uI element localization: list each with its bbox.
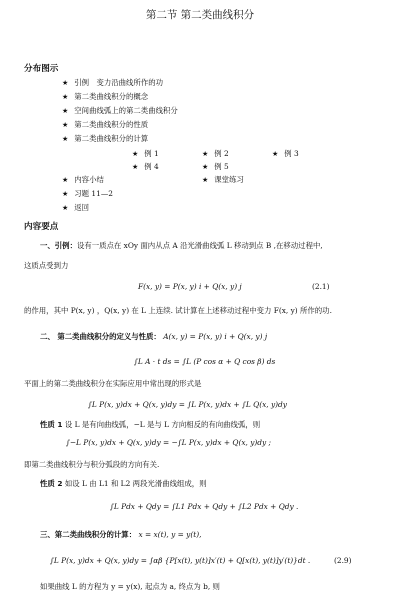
- toc-item-label: 第二类曲线积分的概念: [74, 92, 149, 101]
- toc-item[interactable]: [62, 134, 148, 144]
- star-icon: ★: [62, 204, 69, 212]
- equation-number: (2.1): [312, 282, 330, 291]
- toc-item[interactable]: [62, 175, 104, 185]
- section-2-inline-eq: A(x, y) = P(x, y) i + Q(x, y) j: [163, 332, 268, 341]
- section-3-text: 如果曲线 L 的方程为 y = y(x), 起点为 a, 终点为 b, 则: [40, 582, 220, 591]
- star-icon: ★: [202, 163, 209, 171]
- toc-item[interactable]: [62, 189, 113, 199]
- toc-item-label: 第二类曲线积分的性质: [74, 120, 149, 129]
- toc-item-label: 引例 变力沿曲线所作的功: [74, 78, 163, 87]
- star-icon: ★: [272, 150, 279, 158]
- toc-item-label: 内容小结: [74, 175, 104, 184]
- toc-item[interactable]: [62, 92, 148, 102]
- example-link[interactable]: [132, 162, 159, 172]
- example-link[interactable]: [202, 162, 229, 172]
- section-1-text-2: 这质点受到力: [24, 261, 69, 270]
- equation-property-1: ∫−L P(x, y)dx + Q(x, y)dy = −∫L P(x, y)dx + Q(x, y)dy ;: [66, 438, 272, 447]
- equation-number: (2.9): [334, 556, 352, 565]
- example-label: 例 4: [144, 162, 159, 171]
- star-icon: ★: [62, 190, 69, 198]
- toc-item[interactable]: [202, 175, 244, 185]
- section-2-line: [40, 332, 267, 342]
- example-label: 例 2: [214, 149, 229, 158]
- equation-def: ∫L A · t ds = ∫L (P cos α + Q cos β) ds: [134, 357, 276, 366]
- toc-item-label: 第二类曲线积分的计算: [74, 134, 149, 143]
- star-icon: ★: [62, 176, 69, 184]
- equation-property-2: ∫L Pdx + Qdy = ∫L1 Pdx + Qdy + ∫L2 Pdx + Qdy .: [110, 502, 299, 511]
- property-2-line: [40, 479, 207, 489]
- equation-common-form: ∫L P(x, y)dx + Q(x, y)dy = ∫L P(x, y)dx + ∫L Q(x, y)dy: [88, 400, 287, 409]
- property-1-line: [40, 420, 260, 430]
- property-2-text: 如设 L 由 L1 和 L2 两段光滑曲线组成，则: [64, 479, 207, 488]
- section-3-line: [40, 530, 201, 540]
- example-label: 例 5: [214, 162, 229, 171]
- equation-2-1: F(x, y) = P(x, y) i + Q(x, y) j: [138, 282, 242, 291]
- equation-2-9: ∫L P(x, y)dx + Q(x, y)dy = ∫αβ {P[x(t), y(t)]x′(t) + Q[x(t), y(t)]y′(t)}dt .: [50, 556, 311, 565]
- example-link[interactable]: [132, 149, 159, 159]
- section-2-heading: 二、 第二类曲线积分的定义与性质：: [40, 332, 161, 341]
- property-2-label: 性质 2: [40, 479, 63, 488]
- example-link[interactable]: [272, 149, 299, 159]
- star-icon: ★: [62, 121, 69, 129]
- section-1-text-3: 的作用，其中 P(x, y) ，Q(x, y) 在 L 上连续. 试计算在上述移动过程中变力 F(x, y) 所作的功.: [24, 306, 332, 315]
- toc-item[interactable]: [62, 120, 148, 130]
- example-label: 例 3: [284, 149, 299, 158]
- star-icon: ★: [202, 150, 209, 158]
- example-label: 例 1: [144, 149, 159, 158]
- toc-item[interactable]: [62, 106, 178, 116]
- section-1-heading: 一、引例：: [40, 241, 77, 250]
- toc-item-label: 课堂练习: [214, 175, 244, 184]
- star-icon: ★: [62, 79, 69, 87]
- section-1-text: 设有一质点在 xOy 面内从点 A 沿光滑曲线弧 L 移动到点 B ,在移动过程中,: [76, 241, 323, 250]
- toc-item[interactable]: [62, 78, 163, 88]
- property-1-text: 设 L 是有向曲线弧，−L 是与 L 方向相反的有向曲线弧，则: [64, 420, 261, 429]
- toc-heading: 分布图示: [24, 64, 59, 74]
- star-icon: ★: [62, 135, 69, 143]
- example-link[interactable]: [202, 149, 229, 159]
- property-1-label: 性质 1: [40, 420, 63, 429]
- star-icon: ★: [132, 163, 139, 171]
- star-icon: ★: [62, 93, 69, 101]
- star-icon: ★: [62, 107, 69, 115]
- toc-item[interactable]: [62, 203, 89, 213]
- toc-item-label: 返回: [74, 203, 90, 212]
- section-1-line: [40, 241, 323, 251]
- section-2-text: 平面上的第二类曲线积分在实际应用中常出现的形式是: [24, 379, 202, 388]
- content-heading: 内容要点: [24, 222, 59, 232]
- star-icon: ★: [132, 150, 139, 158]
- star-icon: ★: [202, 176, 209, 184]
- section-3-param: x = x(t), y = y(t),: [138, 530, 202, 539]
- section-3-heading: 三、第二类曲线积分的计算：: [40, 530, 137, 539]
- property-1-note: 即第二类曲线积分与积分弧段的方向有关.: [24, 460, 160, 469]
- toc-item-label: 习题 11—2: [74, 189, 113, 198]
- toc-item-label: 空间曲线弧上的第二类曲线积分: [74, 106, 178, 115]
- page-title: 第二节 第二类曲线积分: [145, 9, 255, 21]
